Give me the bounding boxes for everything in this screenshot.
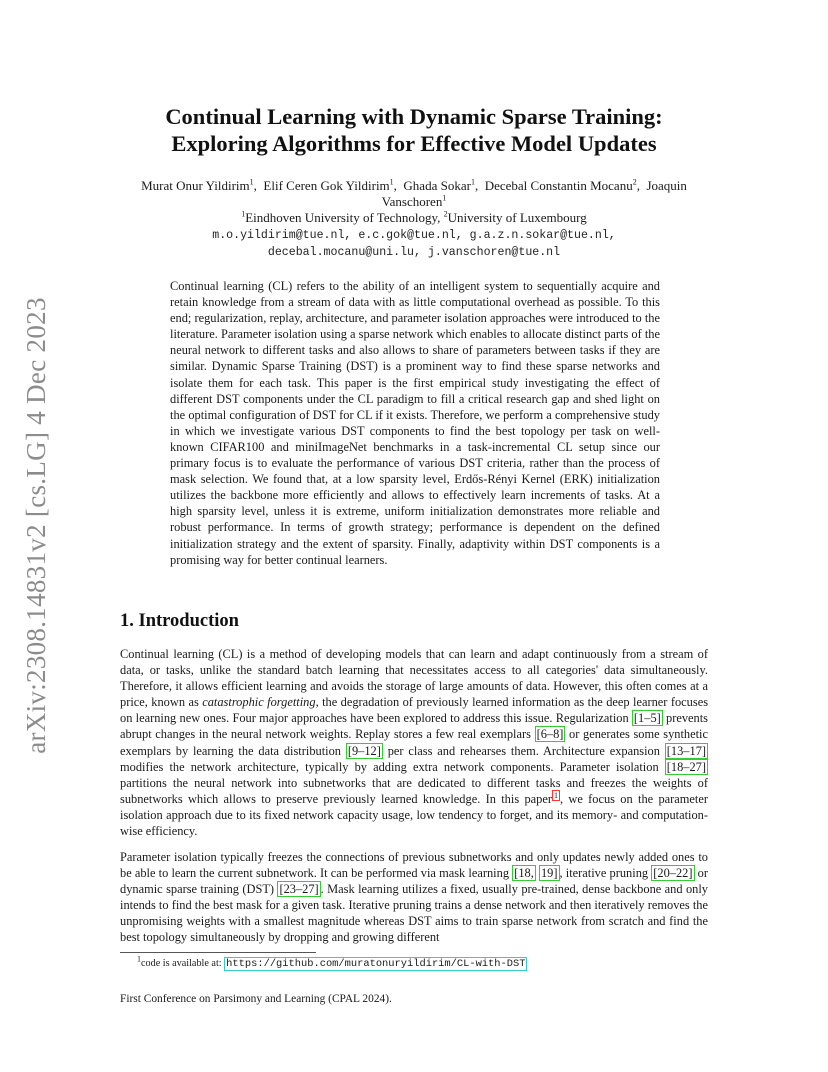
paragraph-text: per class and rehearses them. Architecture expansion [382,743,665,758]
paragraph-text: prevents abrupt changes in the neural network weights. Replay stores a few real exemplars [120,711,708,742]
affiliation-mark: 1 [442,193,447,203]
citation-link[interactable]: [13–17] [666,743,707,758]
author-name: Joaquin Vanschoren [381,178,687,209]
venue-footer: First Conference on Parsimony and Learning (CPAL 2024). [120,993,392,1005]
paragraph-text: Continual learning (CL) is a method of developing models that can learn and adapt continuously from a stream of data, or tasks, unlike the standard batch learning that necessitates access to all categories' data simultaneously. Therefore, it allows efficient learning and avoids the storage of large amounts of data. However, this often comes at a price, known as [120,647,708,710]
affiliation-mark: 1 [249,177,254,187]
intro-paragraph-1 [120,646,708,839]
paragraph-text: partitions the neural network into subnetworks that are dedicated to different tasks and freezes the weights of subnetworks which allows to preserve previously learned knowledge. In this paper [120,775,708,806]
affiliation-name: University of Luxembourg [447,210,587,225]
paragraph-text: , iterative pruning [559,866,652,881]
section-heading-introduction: 1. Introduction [120,611,239,631]
arxiv-identifier-sidebar [16,290,56,760]
email-line-2: decebal.mocanu@uni.lu, j.vanschoren@tue.nl [267,246,561,259]
paragraph-text: . Mask learning utilizes a fixed, usually pre-trained, dense backbone and only intends to find the best mask for a given task. Iterative pruning trains a dense network and then iteratively removes the unpromising weights with a smallest magnitude whereas DST aims to train sparse network from scratch and find the best topology simultaneously by dropping and growing different [120,882,708,945]
title-line-1: Continual Learning with Dynamic Sparse Training: [165,104,663,129]
author-name: Ghada Sokar [403,178,471,193]
author-name: Elif Ceren Gok Yildirim [263,178,390,193]
footnote-mark: 1 [137,954,141,964]
paragraph-text: modifies the network architecture, typically by adding extra network components. Parameter isolation [120,759,665,774]
email-line-1: m.o.yildirim@tue.nl, e.c.gok@tue.nl, g.a.z.n.sokar@tue.nl, [212,229,616,242]
author-emails [120,227,708,261]
title-line-2: Exploring Algorithms for Effective Model Updates [171,131,657,156]
author-list: Murat Onur Yildirim$^1$, Elif Ceren Gok Yildirim$^1$, Ghada Sokar$^1$, Decebal Constantin Mocanu$^2$, Joaquin Vanschoren$^1$ [141,177,687,209]
author-name: Decebal Constantin Mocanu [484,178,633,193]
paragraph-text: or generates some synthetic exemplars by learning the data distribution [120,727,708,758]
footnote-divider [120,952,316,953]
citation-link[interactable]: [18, [514,866,534,881]
citation-link[interactable]: [9–12] [347,743,381,758]
affiliation-mark: 1 [470,177,475,187]
paragraph-text: , the degradation of previously learned information as the deep learner focuses on learning new ones. Four major approaches have been explored to address this issue. Regularization [120,695,709,726]
affiliation-name: Eindhoven University of Technology, [245,210,444,225]
paper-title [120,103,708,157]
intro-paragraph-2 [120,849,708,946]
citation-link[interactable]: 19] [540,866,558,881]
affiliation-mark: 2 [443,209,448,219]
footnote-link[interactable]: 1 [553,790,558,800]
footnote-text: code is available at: [141,958,225,969]
affiliations [120,210,708,226]
affiliation-mark: 2 [632,177,637,187]
citation-link[interactable]: [23–27] [279,882,319,897]
citation-link[interactable]: [20–22] [653,866,693,881]
paragraph-text: Parameter isolation typically freezes the connections of previous subnetworks and only updates newly added ones to be able to learn the current subnetwork. It can be performed via mask learning [120,850,708,881]
footnote [137,954,527,971]
affiliation-mark: 1 [389,177,394,187]
author-name: Murat Onur Yildirim [141,178,250,193]
emphasized-term: catastrophic forgetting [202,695,316,710]
citation-link[interactable]: [18–27] [666,759,706,774]
affiliation-mark: 1 [241,209,246,219]
paragraph-text: , we focus on the parameter isolation approach due to its fixed network capacity usage, low tendency to forget, and its memory- and computation-wise efficiency. [120,791,708,839]
code-repository-link[interactable]: https://github.com/muratonuryildirim/CL-with-DST [226,958,526,970]
abstract: Continual learning (CL) refers to the ability of an intelligent system to sequentially acquire and retain knowledge from a stream of data with as little computational overhead as possible. To this end; regularization, replay, architecture, and parameter isolation approaches were introduced to the literature. Parameter isolation using a sparse network which enables to allocate distinct parts of the neural network to different tasks and also allows to share of parameters between tasks if they are similar. Dynamic Sparse Training (DST) is a prominent way to find these sparse networks and isolate them for each task. This paper is the first empirical study investigating the effect of different DST components under the CL paradigm to fill a critical research gap and shed light on the optimal configuration of DST for CL if it exists. Therefore, we perform a comprehensive study in which we investigate various DST components to find the best topology per task on well-known CIFAR100 and miniImageNet benchmarks in a task-incremental CL setup since our primary focus is to evaluate the performance of various DST criteria, rather than the process of mask selection. We found that, at a low sparsity level, Erdős-Rényi Kernel (ERK) initialization utilizes the backbone more efficiently and allows to effectively learn increments of tasks. At a high sparsity level, unless it is extreme, uniform initialization demonstrates more reliable and robust performance. In terms of growth strategy; performance is dependent on the defined initialization strategy and the extent of sparsity. Finally, adaptivity within DST components is a promising way for better continual learners. [170,279,660,567]
arxiv-id-text: arXiv:2308.14831v2 [cs.LG] 4 Dec 2023 [20,296,51,754]
paragraph-text: or dynamic sparse training (DST) [120,866,708,897]
citation-link[interactable]: [6–8] [536,727,564,742]
citation-link[interactable]: [1–5] [633,711,661,726]
